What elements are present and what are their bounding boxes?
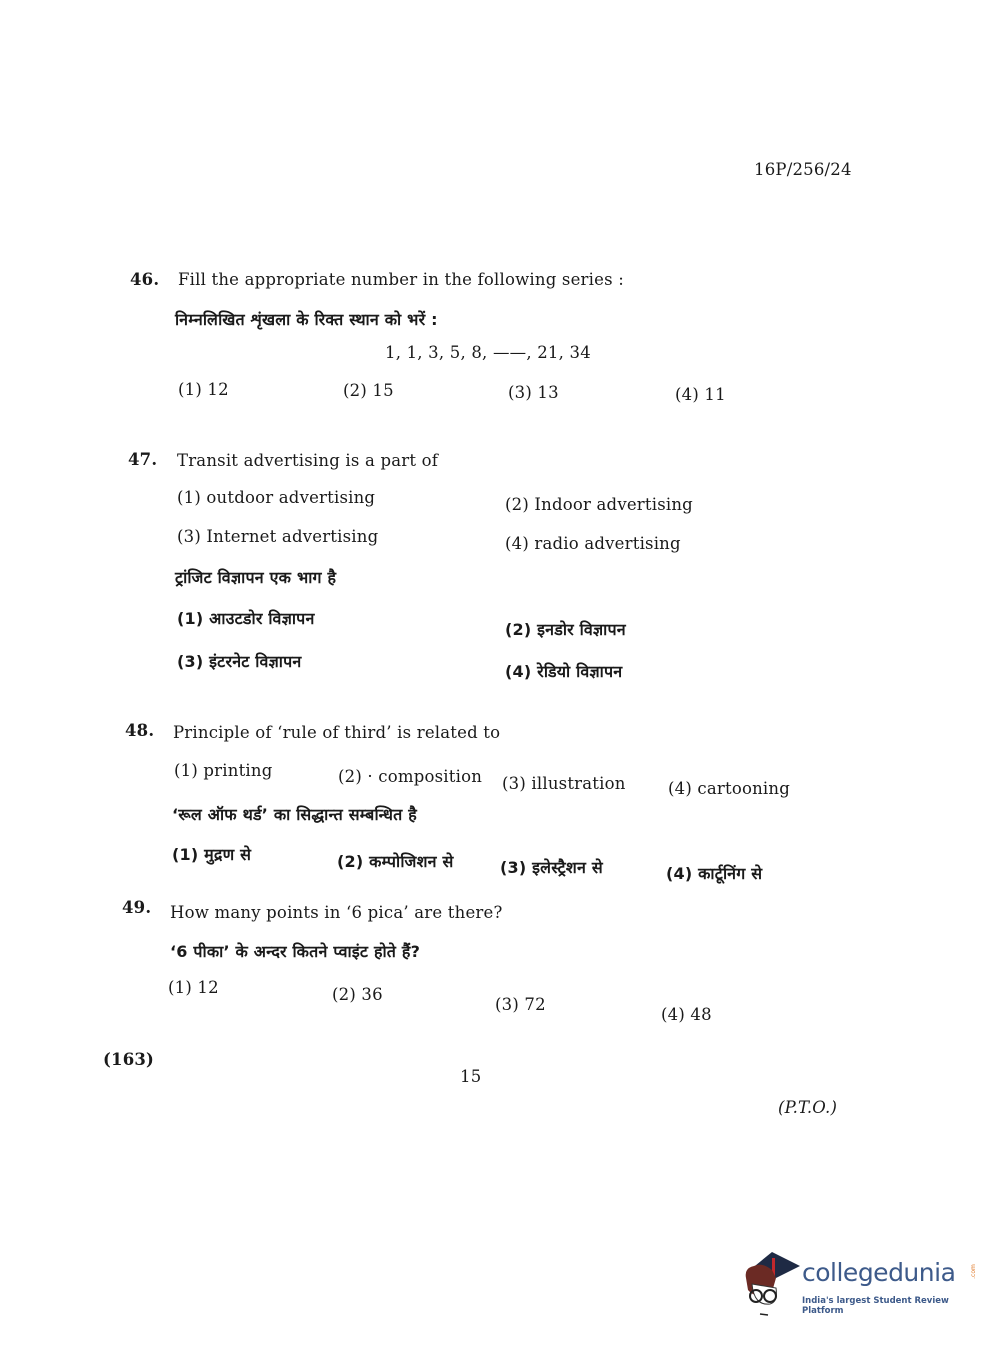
- question-text-hi: ‘6 पीका’ के अन्दर कितने प्वाइंट होते हैं?: [170, 942, 421, 961]
- option-2-hi: (2) कम्पोजिशन से: [337, 852, 454, 871]
- option-1-en: (1) printing: [174, 761, 273, 780]
- question-number: 49.: [122, 898, 152, 917]
- option-3-en: (3) illustration: [502, 774, 626, 793]
- option-1: (1) 12: [168, 978, 219, 997]
- option-2-hi: (2) इनडोर विज्ञापन: [505, 620, 626, 639]
- option-4-hi: (4) रेडियो विज्ञापन: [505, 662, 623, 681]
- collegedunia-logo: [742, 1248, 977, 1318]
- option-4-en: (4) cartooning: [668, 779, 790, 798]
- option-1-hi: (1) मुद्रण से: [172, 845, 252, 864]
- option-3: (3) 13: [508, 383, 559, 402]
- page-number: 15: [460, 1067, 482, 1086]
- option-4-hi: (4) कार्टूनिंग से: [666, 864, 763, 883]
- option-2-en: (2) · composition: [338, 767, 483, 786]
- pto-label: (P.T.O.): [778, 1098, 838, 1117]
- option-4: (4) 48: [661, 1005, 712, 1024]
- question-text-en: Principle of ‘rule of third’ is related to: [173, 723, 501, 742]
- logo-domain: .com: [969, 1264, 977, 1279]
- question-number: 47.: [128, 450, 158, 469]
- option-3-hi: (3) इलेस्ट्रैशन से: [500, 858, 603, 877]
- option-2: (2) 36: [332, 985, 383, 1004]
- option-1-hi: (1) आउटडोर विज्ञापन: [177, 609, 315, 628]
- question-text-hi: ट्रांजिट विज्ञापन एक भाग है: [175, 568, 337, 587]
- question-number: 46.: [130, 270, 160, 289]
- option-3-hi: (3) इंटरनेट विज्ञापन: [177, 652, 302, 671]
- option-3: (3) 72: [495, 995, 546, 1014]
- question-text-en: Fill the appropriate number in the following series :: [178, 270, 624, 289]
- option-3-en: (3) Internet advertising: [177, 527, 379, 546]
- option-2: (2) 15: [343, 381, 394, 400]
- option-1: (1) 12: [178, 380, 229, 399]
- paper-code: 16P/256/24: [754, 160, 852, 179]
- question-number: 48.: [125, 721, 155, 740]
- option-4: (4) 11: [675, 385, 726, 404]
- question-text-en: How many points in ‘6 pica’ are there?: [170, 903, 503, 922]
- booklet-code: (163): [103, 1050, 155, 1069]
- question-text-hi: निम्नलिखित शृंखला के रिक्त स्थान को भरें :: [175, 310, 438, 329]
- option-4-en: (4) radio advertising: [505, 534, 681, 553]
- mascot-icon: [742, 1248, 802, 1318]
- question-text-en: Transit advertising is a part of: [177, 451, 439, 470]
- number-series: 1, 1, 3, 5, 8, ——, 21, 34: [385, 343, 591, 362]
- option-2-en: (2) Indoor advertising: [505, 495, 693, 514]
- logo-tagline: India's largest Student Review Platform: [802, 1296, 949, 1316]
- option-1-en: (1) outdoor advertising: [177, 488, 376, 507]
- logo-brand: collegedunia: [802, 1258, 956, 1287]
- question-text-hi: ‘रूल ऑफ थर्ड’ का सिद्धान्त सम्बन्धित है: [172, 805, 417, 824]
